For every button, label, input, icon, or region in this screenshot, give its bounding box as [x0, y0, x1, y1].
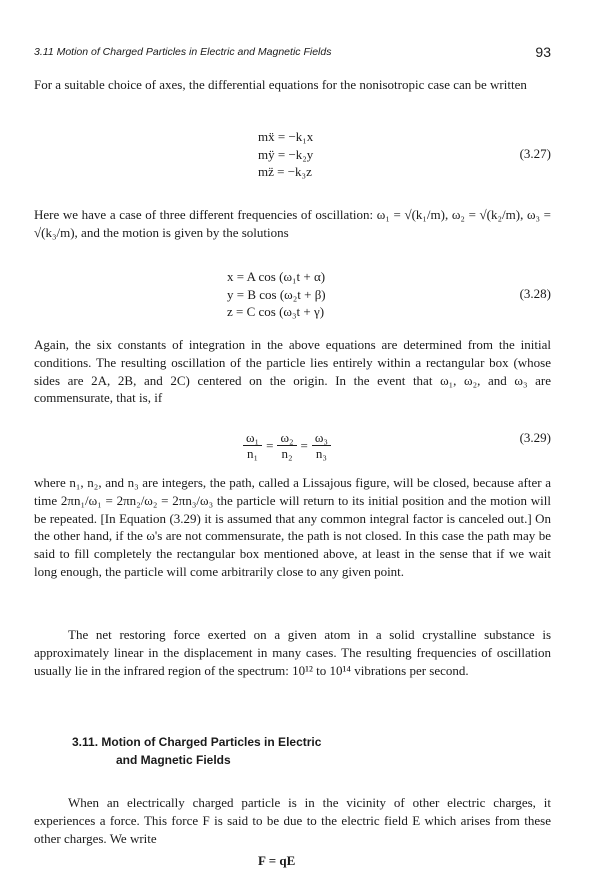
equation-line: z = C cos (ω₃t + γ) — [227, 304, 325, 319]
fraction-denominator: n₂ — [281, 446, 293, 461]
paragraph-frequencies: Here we have a case of three different frequencies of oscillation: ω₁ = √(k₁/m), ω₂ = √(k₂/m), ω₃ = √(k₃/m), and the motion is given by the solutions — [34, 207, 551, 240]
fraction-denominator: n₁ — [247, 446, 259, 461]
paragraph-crystalline: The net restoring force exerted on a given atom in a solid crystalline substance is approximately linear in the displacement in many cases. The resulting frequencies of oscillation usually lie in the infrared region of the spectrum: 10¹² to 10¹⁴ vibrations per second. — [34, 627, 551, 678]
equation-3-27 — [258, 128, 313, 181]
equation-3-28 — [227, 268, 326, 321]
fraction-numerator: ω₃ — [312, 430, 331, 446]
equation-line: mÿ = −k₂y — [258, 146, 314, 162]
equation-line: y = B cos (ω₂t + β) — [227, 286, 326, 302]
equation-number: (3.28) — [519, 286, 551, 301]
header-title: 3.11 Motion of Charged Particles in Electric and Magnetic Fields — [34, 46, 332, 58]
paragraph-electric-field: When an electrically charged particle is in the vicinity of other electric charges, it experiences a force. This force F is said to be due to the electric field E which arises from these other charges. We write — [34, 795, 551, 846]
section-heading — [72, 733, 321, 769]
equation-number: (3.27) — [519, 146, 551, 161]
fraction — [312, 430, 331, 461]
fraction-denominator: n₃ — [315, 446, 327, 461]
equation-line: x = A cos (ω₁t + α) — [227, 269, 326, 284]
page-number: 93 — [535, 44, 551, 60]
section-title-line1: Motion of Charged Particles in Electric — [101, 735, 322, 749]
section-number: 3.11. — [72, 735, 99, 749]
fraction-numerator: ω₁ — [243, 430, 262, 446]
equation-number: (3.29) — [519, 430, 551, 445]
equation-line: mẍ = −k₁x — [258, 129, 314, 144]
paragraph-intro: For a suitable choice of axes, the differential equations for the nonisotropic case can be written — [34, 77, 527, 92]
fraction — [277, 430, 296, 461]
section-title-line2: and Magnetic Fields — [116, 753, 231, 767]
equation-force: F = qE — [258, 853, 296, 868]
paragraph-lissajous: where n₁, n₂, and n₃ are integers, the path, called a Lissajous figure, will be closed, because after a time 2πn₁/ω₁ = 2πn₂/ω₂ = 2πn₃/ω₃ the particle will return to its initial position and the motion will be repeated. [In Equation (3.29) it is assumed that any common integral factor is canceled out.] On the other hand, if the ω's are not commensurate, the path is not closed. In this case the path may be said to fill completely the rectangular box mentioned above, at least in the sense that if we wait long enough, the particle will come arbitrarily close to any given point. — [34, 475, 551, 579]
paragraph-integration-constants: Again, the six constants of integration in the above equations are determined from the initial conditions. The resulting oscillation of the particle lies entirely within a rectangular box (whose sides are 2A, 2B, and 2C) centered on the origin. In the event that ω₁, ω₂, and ω₃ are commensurate, that is, if — [34, 337, 551, 406]
equals-sign: = — [266, 437, 274, 453]
fraction — [243, 430, 262, 461]
equation-3-29 — [243, 430, 331, 470]
equation-line: mz̈ = −k₃z — [258, 164, 312, 179]
running-header — [34, 44, 551, 62]
fraction-numerator: ω₂ — [277, 430, 296, 446]
equals-sign: = — [300, 437, 308, 453]
